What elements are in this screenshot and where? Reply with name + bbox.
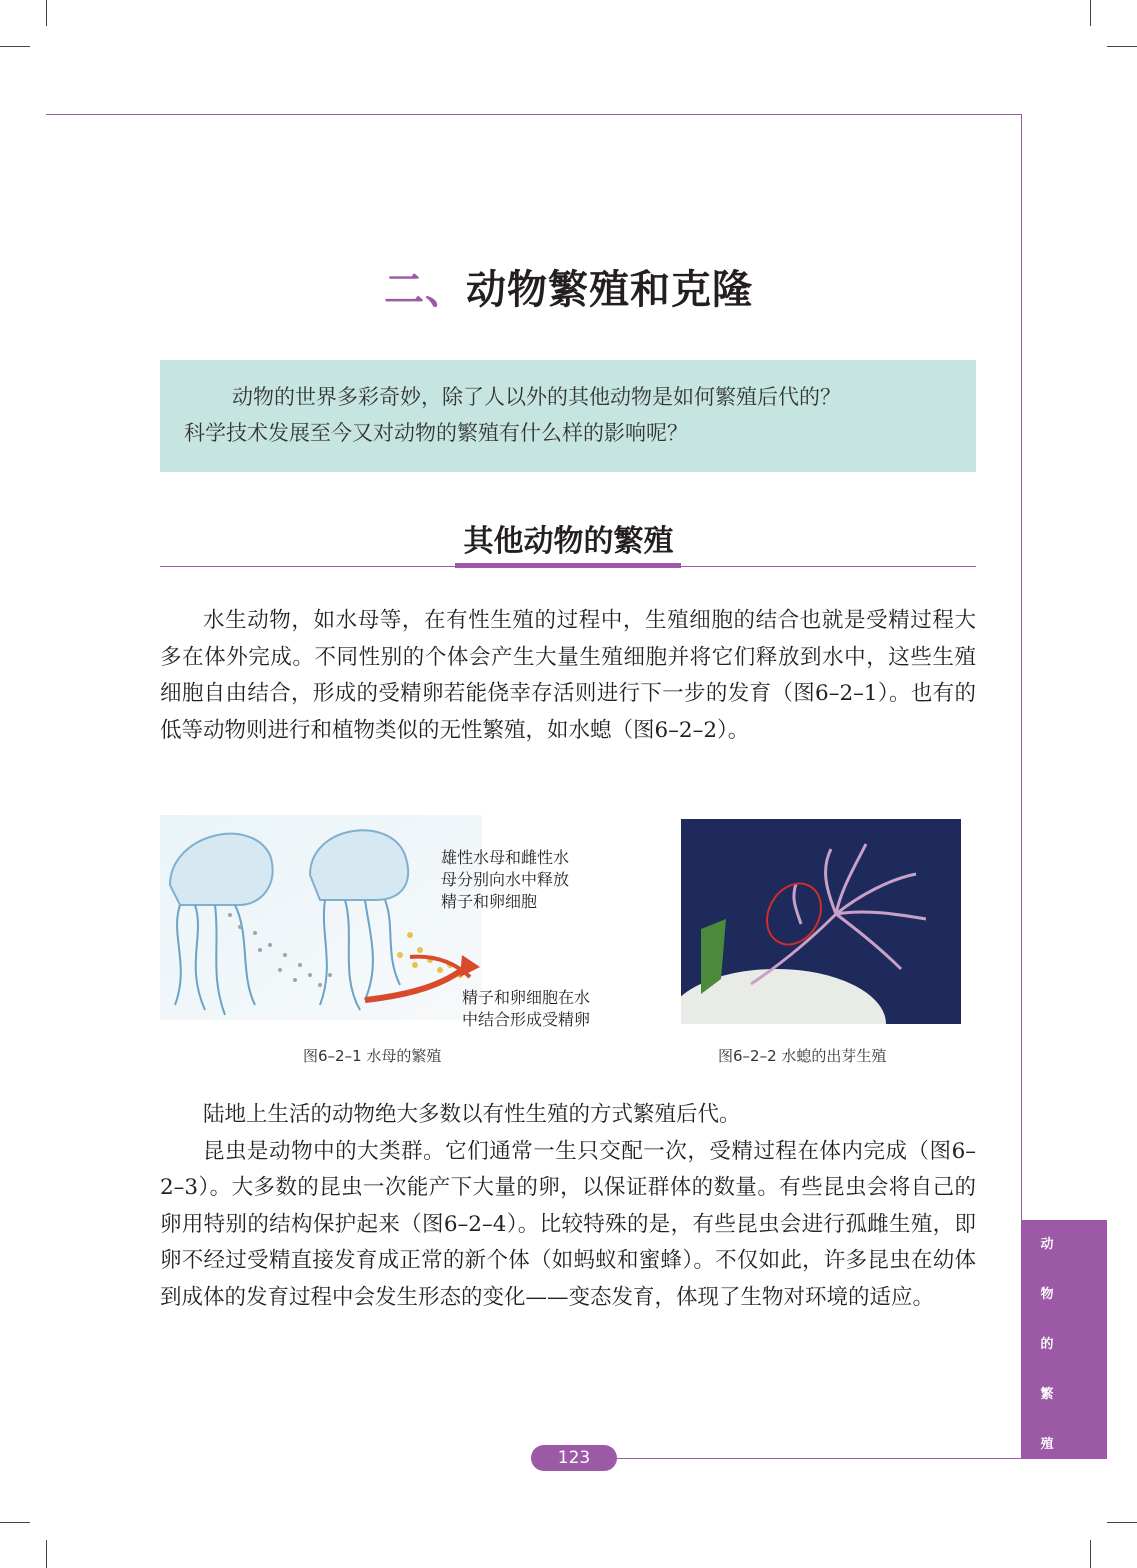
figure-caption-jellyfish: 图6–2–1 水母的繁殖 [303, 1047, 442, 1065]
crop-mark [1107, 1522, 1137, 1523]
note-line: 精子和卵细胞 [441, 892, 538, 911]
note-line: 精子和卵细胞在水 [462, 988, 591, 1007]
chapter-title-text: 动物繁殖和克隆 [466, 266, 753, 313]
figure-note-release [441, 847, 569, 913]
side-tab-char: 动 [1040, 1237, 1054, 1252]
side-tab-char: 繁 [1040, 1387, 1054, 1402]
frame-top-line [46, 114, 1022, 115]
body-text-block-1 [160, 603, 976, 749]
crop-mark [0, 46, 30, 47]
crop-mark [1107, 46, 1137, 47]
side-tab-char: 的 [1040, 1337, 1054, 1352]
side-tab-char: 物 [1040, 1287, 1054, 1302]
figure-caption-hydra: 图6–2–2 水螅的出芽生殖 [718, 1047, 887, 1065]
jellyfish-illustration [160, 815, 482, 1020]
paragraph: 陆地上生活的动物绝大多数以有性生殖的方式繁殖后代。 [203, 1102, 741, 1127]
hydra-photo [681, 819, 961, 1024]
paragraph: 昆虫是动物中的大类群。它们通常一生只交配一次，受精过程在体内完成（图6–2–3）。大多数的昆虫一次能产下大量的卵，以保证群体的数量。有些昆虫会将自己的卵用特别的结构保护起来（图6–2–4）。比较特殊的是，有些昆虫会进行孤雌生殖，即卵不经过受精直接发育成正常的新个体（如蚂蚁和蜜蜂）。不仅如此，许多昆虫在幼体到成体的发育过程中会发生形态的变化——变态发育，体现了生物对环境的适应。 [160, 1138, 976, 1310]
frame-bottom-line [580, 1458, 1107, 1459]
chapter-side-tab [1021, 1220, 1107, 1458]
note-line: 雄性水母和雌性水 [441, 848, 570, 867]
intro-line-2: 科学技术发展至今又对动物的繁殖有什么样的影响呢？ [184, 421, 688, 445]
crop-mark [1090, 1540, 1091, 1568]
paragraph: 水生动物，如水母等，在有性生殖的过程中，生殖细胞的结合也就是受精过程大多在体外完成。不同性别的个体会产生大量生殖细胞并将它们释放到水中，这些生殖细胞自由结合，形成的受精卵若能侥幸存活则进行下一步的发育（图6–2–1）。也有的低等动物则进行和植物类似的无性繁殖，如水螅（图6–2–2）。 [160, 608, 976, 743]
crop-mark [0, 1522, 30, 1523]
intro-box [160, 360, 976, 472]
chapter-title [0, 258, 1137, 315]
body-text-block-2 [160, 1097, 976, 1316]
side-tab-char: 殖 [1040, 1437, 1054, 1452]
crop-mark [1090, 0, 1091, 26]
note-line: 中结合形成受精卵 [462, 1010, 591, 1029]
chapter-number: 二、 [384, 266, 466, 313]
intro-line-1: 动物的世界多彩奇妙，除了人以外的其他动物是如何繁殖后代的？ [232, 385, 841, 409]
note-line: 母分别向水中释放 [441, 870, 570, 889]
crop-mark [46, 1540, 47, 1568]
page-number: 123 [531, 1445, 617, 1471]
section-title-underline [455, 563, 681, 568]
section-title: 其他动物的繁殖 [463, 524, 674, 559]
figure-note-fertilization [462, 987, 590, 1031]
crop-mark [46, 0, 47, 26]
